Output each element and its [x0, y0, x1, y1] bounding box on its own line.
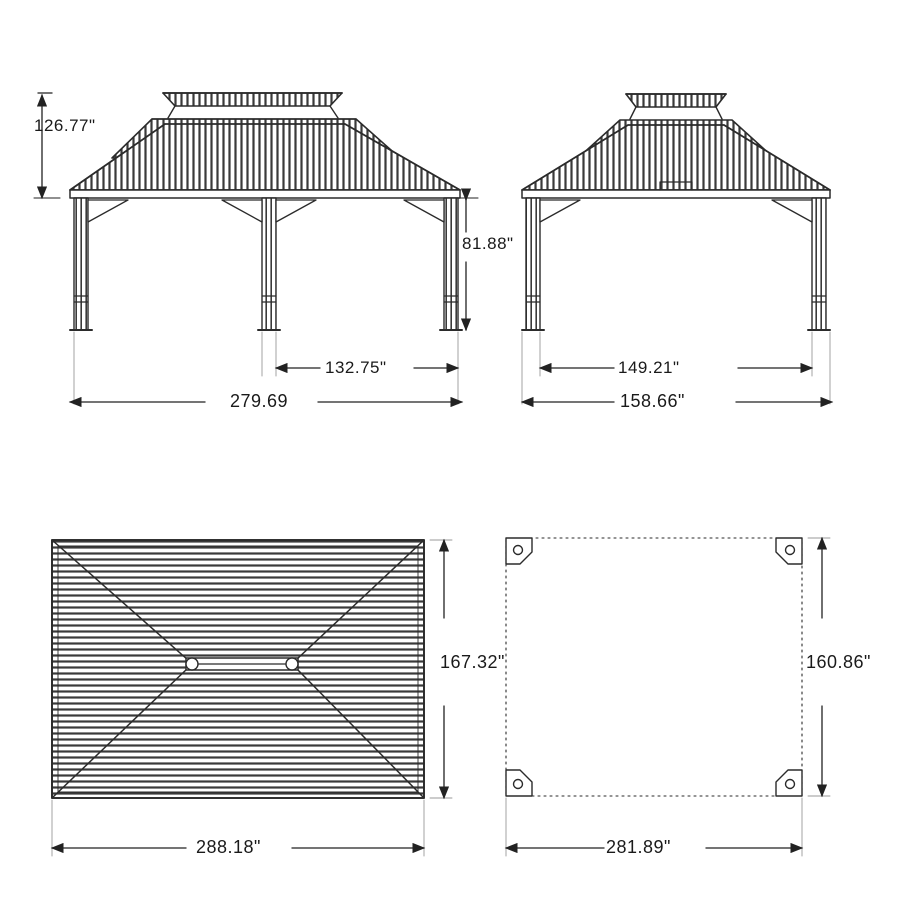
- dim-label-footprint-width: 281.89": [606, 837, 671, 857]
- dim-label-side-overall-width: 158.66": [620, 391, 685, 411]
- footprint-plan-view: [506, 538, 830, 856]
- dim-label-overall-height: 126.77": [34, 116, 96, 135]
- front-elevation-view: [34, 93, 478, 404]
- dim-overall-height: [34, 93, 60, 198]
- side-posts: [522, 198, 830, 330]
- dim-label-footprint-depth: 160.86": [806, 652, 871, 672]
- dim-label-roof-width: 288.18": [196, 837, 261, 857]
- dim-label-overall-width: 279.69: [230, 391, 289, 411]
- dim-post-height: [458, 198, 478, 330]
- side-corner-braces: [540, 200, 812, 222]
- dim-label-roof-depth: 167.32": [440, 652, 505, 672]
- roof-plan-view: [52, 540, 452, 856]
- front-upper-roof: [70, 93, 460, 198]
- anchor-plates: [506, 538, 802, 796]
- front-posts: [70, 198, 462, 330]
- dim-label-post-spacing: 132.75": [325, 358, 387, 377]
- dim-label-side-post-spacing: 149.21": [618, 358, 680, 377]
- dim-label-post-height: 81.88": [462, 234, 514, 253]
